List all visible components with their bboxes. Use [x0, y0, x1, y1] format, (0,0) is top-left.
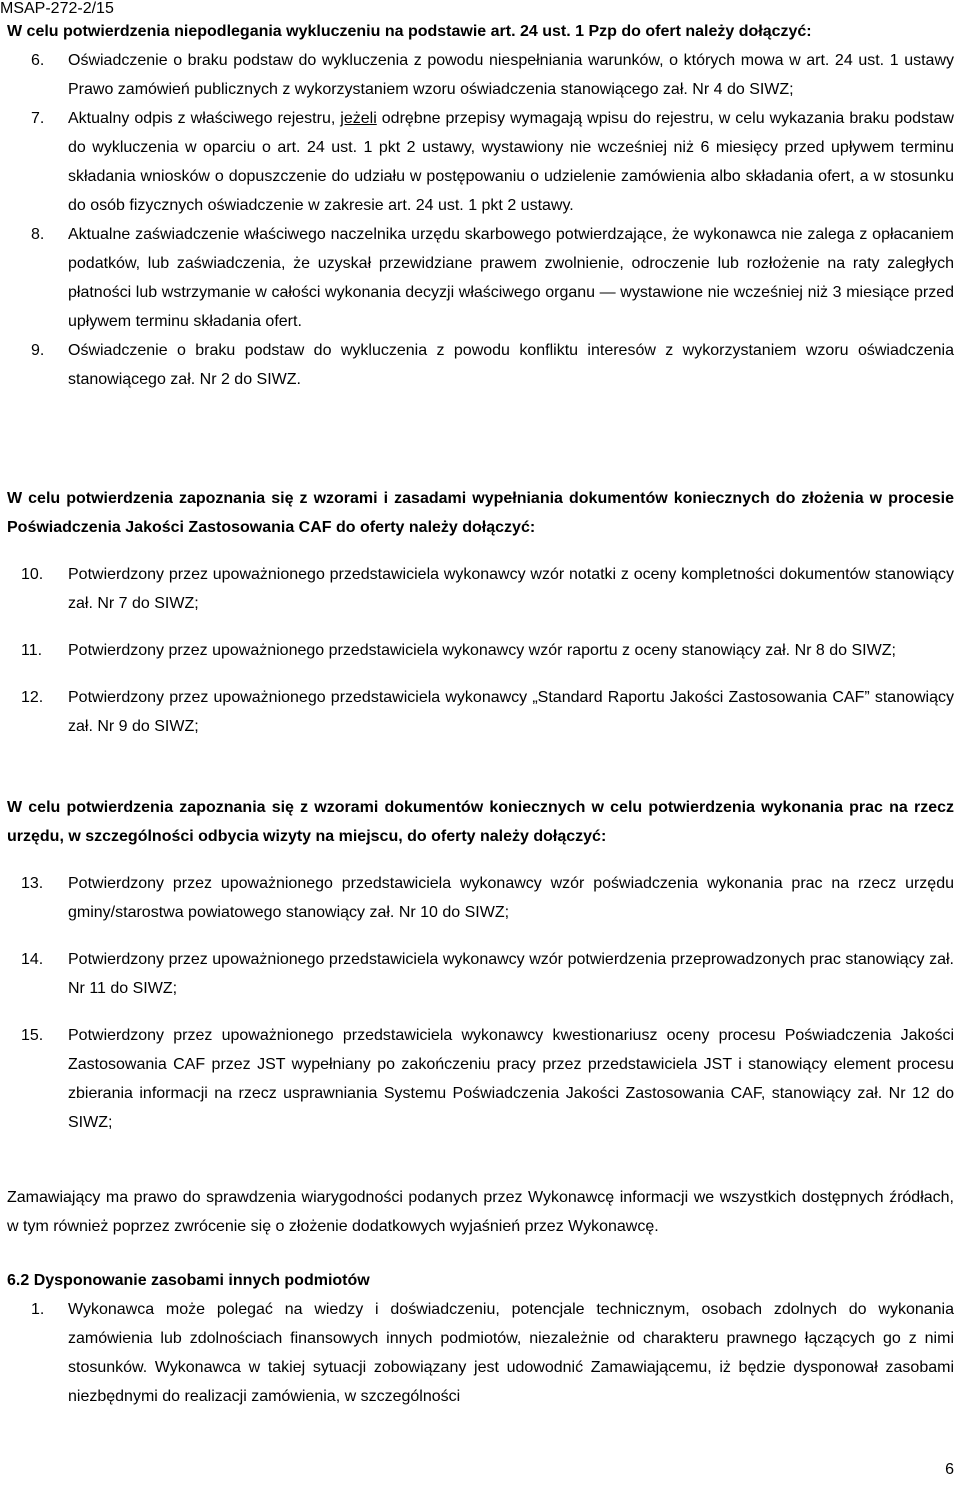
item-number: 13.: [21, 875, 44, 892]
item-number: 11.: [21, 642, 43, 659]
item-text: Aktualne zaświadczenie właściwego naczelnika urzędu skarbowego potwierdzające, że wykonawca nie zalega z opłacaniem podatków, lub zaświadczenia, że uzyskał przewidziane prawem zwolnienie, odroczenie lub rozłożenie na raty zaległych płatności lub wstrzymanie w całości wykonania decyzji właściwego organu — wystawione nie wcześniej niż 3 miesiące przed upływem terminu składania ofert.: [68, 226, 954, 330]
list-item: [7, 945, 954, 1003]
item-number: 12.: [21, 689, 44, 706]
section-work-confirmation: [7, 793, 954, 1137]
list-item: [7, 1021, 954, 1137]
list-item: [7, 220, 954, 336]
item-number: 8.: [31, 226, 45, 243]
item-text: Oświadczenie o braku podstaw do wykluczenia z powodu niespełniania warunków, o których mowa w art. 24 ust. 1 ustawy Prawo zamówień publicznych z wykorzystaniem wzoru oświadczenia stanowiącego zał. Nr 4 do SIWZ;: [68, 52, 954, 98]
list-item: [7, 336, 954, 394]
item-text-underlined: jeżeli: [340, 110, 377, 127]
section-caf-templates: [7, 484, 954, 741]
list-item: [7, 869, 954, 927]
item-text: Potwierdzony przez upoważnionego przedstawiciela wykonawcy kwestionariusz oceny procesu Poświadczenia Jakości Zastosowania CAF przez JST wypełniany po zakończeniu pracy przez przedstawiciela JST i stanowiący element procesu zbierania informacji na rzecz usprawniania Systemu Poświadczenia Jakości Zastosowania CAF, stanowiący zał. Nr 12 do SIWZ;: [68, 1027, 954, 1131]
list-item: [7, 560, 954, 618]
item-number: 1.: [31, 1301, 45, 1318]
document-id: MSAP-272-2/15: [0, 0, 114, 17]
item-number: 15.: [21, 1027, 44, 1044]
item-number: 9.: [31, 342, 45, 359]
item-text: Oświadczenie o braku podstaw do wykluczenia z powodu konfliktu interesów z wykorzystaniem wzoru oświadczenia stanowiącego zał. Nr 2 do SIWZ.: [68, 342, 954, 388]
section-exclusion-documents: [7, 17, 954, 394]
item-text: Potwierdzony przez upoważnionego przedstawiciela wykonawcy wzór potwierdzenia przeprowadzonych prac stanowiący zał. Nr 11 do SIWZ;: [68, 951, 954, 997]
list-item: [7, 683, 954, 741]
item-text: Aktualny odpis z właściwego rejestru,: [68, 110, 336, 127]
item-number: 10.: [21, 566, 44, 583]
item-text: odrębne przepisy wymagają wpisu do rejestru, w celu wykazania braku podstaw do wykluczenia w oparciu o art. 24 ust. 1 pkt 2 ustawy, wystawiony nie wcześniej niż 6 miesięcy przed upływem terminu składania wniosków o dopuszczenie do udziału w postępowaniu o udzielenie zamówienia albo składania ofert, a w stosunku do osób fizycznych oświadczenie w zakresie art. 24 ust. 1 pkt 2 ustawy.: [68, 110, 954, 214]
list-item: [7, 636, 954, 665]
list-item: [7, 104, 954, 220]
section-heading: W celu potwierdzenia niepodlegania wykluczeniu na podstawie art. 24 ust. 1 Pzp do ofert należy dołączyć:: [7, 23, 812, 40]
item-text: Potwierdzony przez upoważnionego przedstawiciela wykonawcy wzór notatki z oceny kompletności dokumentów stanowiący zał. Nr 7 do SIWZ;: [68, 566, 954, 612]
section-heading: W celu potwierdzenia zapoznania się z wzorami dokumentów koniecznych w celu potwierdzenia wykonania prac na rzecz urzędu, w szczególności odbycia wizyty na miejscu, do oferty należy dołączyć:: [7, 799, 954, 845]
page-number: 6: [945, 1461, 954, 1478]
verification-paragraph: [7, 1183, 954, 1241]
item-number: 14.: [21, 951, 44, 968]
item-number: 7.: [31, 110, 45, 127]
list-item: [7, 46, 954, 104]
section-heading: 6.2 Dysponowanie zasobami innych podmiotów: [7, 1272, 370, 1289]
item-text: Wykonawca może polegać na wiedzy i doświadczeniu, potencjale technicznym, osobach zdolnych do wykonania zamówienia lub zdolnościach finansowych innych podmiotów, niezależnie od charakteru prawnego łączących go z nimi stosunków. Wykonawca w takiej sytuacji zobowiązany jest udowodnić Zamawiającemu, iż będzie dysponował zasobami niezbędnymi do realizacji zamówienia, w szczególności: [68, 1301, 954, 1405]
paragraph-text: Zamawiający ma prawo do sprawdzenia wiarygodności podanych przez Wykonawcę informacji we wszystkich dostępnych źródłach, w tym również poprzez zwrócenie się o złożenie dodatkowych wyjaśnień przez Wykonawcę.: [7, 1189, 954, 1235]
item-text: Potwierdzony przez upoważnionego przedstawiciela wykonawcy wzór raportu z oceny stanowiący zał. Nr 8 do SIWZ;: [68, 642, 896, 659]
item-text: Potwierdzony przez upoważnionego przedstawiciela wykonawcy „Standard Raportu Jakości Zastosowania CAF” stanowiący zał. Nr 9 do SIWZ;: [68, 689, 954, 735]
list-item: [7, 1295, 954, 1411]
item-number: 6.: [31, 52, 45, 69]
section-other-resources: [7, 1266, 954, 1411]
section-heading: W celu potwierdzenia zapoznania się z wzorami i zasadami wypełniania dokumentów koniecznych do złożenia w procesie Poświadczenia Jakości Zastosowania CAF do oferty należy dołączyć:: [7, 490, 954, 536]
item-text: Potwierdzony przez upoważnionego przedstawiciela wykonawcy wzór poświadczenia wykonania prac na rzecz urzędu gminy/starostwa powiatowego stanowiący zał. Nr 10 do SIWZ;: [68, 875, 954, 921]
